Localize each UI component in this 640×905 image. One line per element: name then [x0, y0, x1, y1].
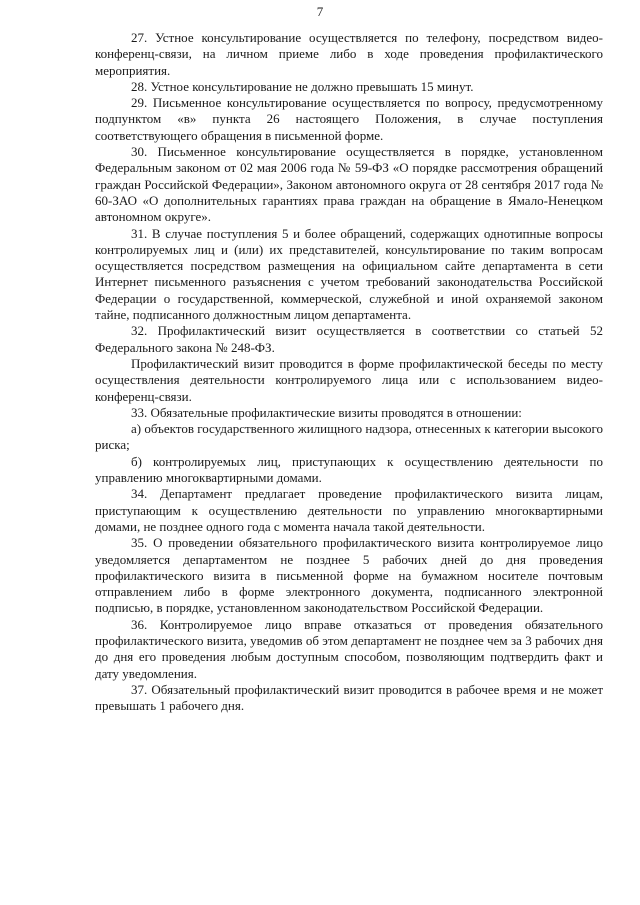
page-number: 7	[316, 4, 324, 19]
paragraph-30: 30. Письменное консультирование осуществляется в порядке, установленном Федеральным законом от 02 мая 2006 года № 59-ФЗ «О порядке рассмотрения обращений граждан Российской Федерации», Законом автономного округа от 28 сентября 2017 года № 60-ЗАО «О дополнительных гарантиях права граждан на обращение в Ямало-Ненецком автономном округе».	[95, 144, 603, 225]
paragraph-37: 37. Обязательный профилактический визит проводится в рабочее время и не может превышать 1 рабочего дня.	[95, 681, 603, 714]
paragraph-27: 27. Устное консультирование осуществляется по телефону, посредством видео-конференц-связи, на личном приеме либо в ходе проведения профилактического мероприятия.	[95, 30, 603, 78]
paragraph-33-item-a: а) объектов государственного жилищного надзора, отнесенных к категории высокого риска;	[95, 421, 603, 453]
paragraph-33-item-b: б) контролируемых лиц, приступающих к осуществлению деятельности по управлению многоквартирными домами.	[95, 453, 603, 486]
document-body	[95, 30, 603, 714]
paragraph-32-continued: Профилактический визит проводится в форме профилактической беседы по месту осуществления деятельности контролируемого лица или с использованием видео-конференц-связи.	[95, 355, 603, 404]
paragraph-32: 32. Профилактический визит осуществляется в соответствии со статьей 52 Федерального закона № 248-ФЗ.	[95, 323, 603, 355]
paragraph-33: 33. Обязательные профилактические визиты проводятся в отношении:	[131, 404, 522, 420]
paragraph-28: 28. Устное консультирование не должно превышать 15 минут.	[131, 78, 474, 94]
paragraph-34: 34. Департамент предлагает проведение профилактического визита лицам, приступающим к осуществлению деятельности по управлению многоквартирными домами, не позднее одного года с момента начала такой деятельности.	[95, 486, 603, 534]
paragraph-29: 29. Письменное консультирование осуществляется по вопросу, предусмотренному подпунктом «в» пункта 26 настоящего Положения, в случае поступления соответствующего обращения в письменной форме.	[95, 95, 603, 143]
paragraph-35: 35. О проведении обязательного профилактического визита контролируемое лицо уведомляется департаментом не позднее 5 рабочих дней до дня проведения профилактического визита в письменной форме на бумажном носителе почтовым отправлением либо в форме электронного документа, подписанного электронной подписью, в порядке, установленном законодательством Российской Федерации.	[95, 535, 603, 616]
paragraph-31: 31. В случае поступления 5 и более обращений, содержащих однотипные вопросы контролируемых лиц и (или) их представителей, консультирование по таким вопросам осуществляется посредством размещения на официальном сайте департамента в сети Интернет письменного разъяснения с учетом требований законодательства Российской Федерации о государственной, коммерческой, служебной и иной охраняемой законом тайне, подписанного должностным лицом департамента.	[95, 225, 603, 323]
paragraph-36: 36. Контролируемое лицо вправе отказаться от проведения обязательного профилактического визита, уведомив об этом департамент не позднее чем за 3 рабочих дня до дня его проведения любым доступным способом, позволяющим подтвердить факт и дату уведомления.	[95, 616, 603, 681]
